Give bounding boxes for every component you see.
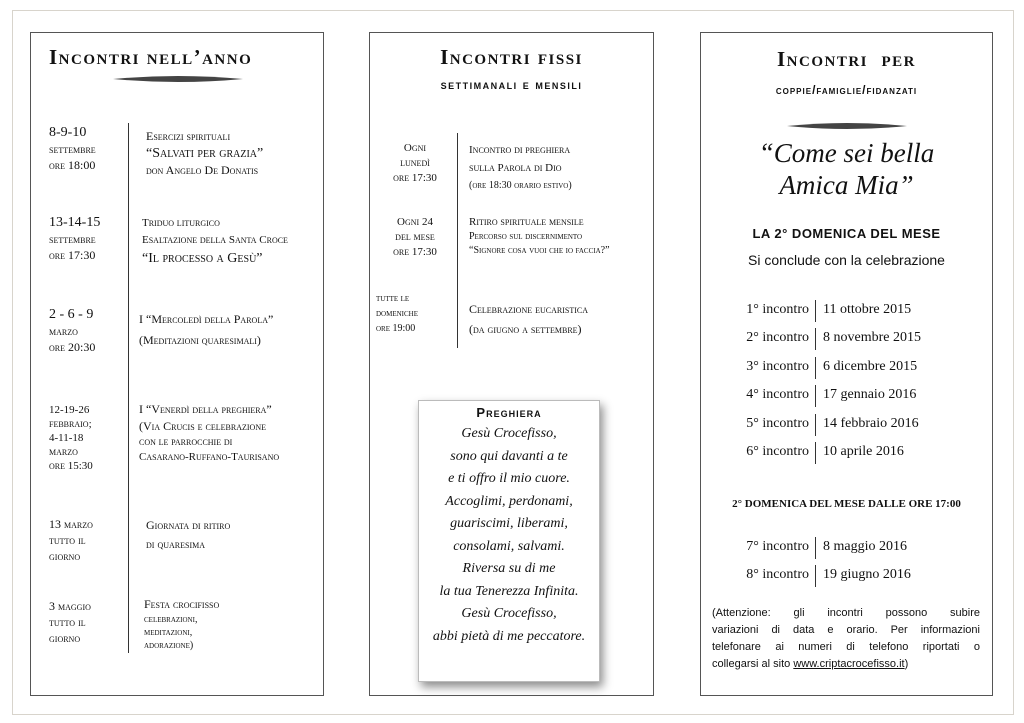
event-date: 13-14-15 settembre ore 17:30 <box>49 215 101 262</box>
middle-divider-line <box>457 133 458 348</box>
event-description: Incontro di preghiera sulla Parola di Dio (ore 18:30 orario estivo) <box>469 144 572 191</box>
event-date: 3 maggio tutto il giorno <box>49 599 91 645</box>
event-date: 8-9-10 settembre ore 18:00 <box>49 125 96 172</box>
event-description: Giornata di ritiro di quaresima <box>146 518 231 551</box>
event-description: Celebrazione eucaristica (da giugno a settembre) <box>469 302 588 336</box>
event-date: 2 - 6 - 9 marzo ore 20:30 <box>49 307 96 354</box>
event-date: 13 marzo tutto il giorno <box>49 517 93 563</box>
left-title: Incontri nell’anno <box>49 45 253 69</box>
website-link[interactable]: www.criptacrocefisso.it <box>793 658 905 670</box>
right-title: Incontri per <box>776 47 916 71</box>
ornament-divider <box>787 122 907 130</box>
event-description: Esercizi spirituali “Salvati per grazia” don Angelo De Donatis <box>146 129 264 177</box>
panel-incontri-anno <box>30 32 324 696</box>
event-date: tutte le domeniche ore 19:00 <box>376 293 418 334</box>
prayer-card <box>418 400 600 682</box>
event-date: 12-19-26 febbraio; 4-11-18 marzo ore 15:30 <box>49 404 93 472</box>
right-subtitle: coppie/famiglie/fidanzati <box>775 83 918 97</box>
quote-title: “Come sei bella Amica Mia” <box>758 138 935 200</box>
right-heading-2: 2° DOMENICA DEL MESE DALLE ORE 17:00 <box>732 498 961 510</box>
event-description: Festa crocifisso celebrazioni, meditazioni, adorazione) <box>144 597 220 651</box>
prayer-title: Preghiera <box>476 405 542 420</box>
prayer-text: Gesù Crocefisso, sono qui davanti a te e ti offro il mio cuore. Accoglimi, perdonami, guariscimi, liberami, consolami, salvami. Riversa su di me la tua Tenerezza Infinita. Gesù Crocefisso, abbi pietà di me peccatore. <box>432 426 586 644</box>
left-divider-line <box>128 123 129 653</box>
event-description: Triduo liturgico Esaltazione della Santa Croce “Il processo a Gesù” <box>142 217 288 266</box>
right-heading: LA 2° DOMENICA DEL MESE <box>752 226 941 241</box>
ornament-divider <box>113 75 243 83</box>
middle-subtitle: settimanali e mensili <box>440 77 583 92</box>
middle-title: Incontri fissi <box>440 45 583 69</box>
event-description: I “Venerdì della preghiera” (Via Crucis e celebrazione con le parrocchie di Casarano-Ruffano-Taurisano <box>139 402 280 463</box>
event-description: I “Mercoledì della Parola” (Meditazioni quaresimali) <box>139 312 274 347</box>
note-text: (Attenzione: gli incontri possono subire variazioni di data e orario. Per informazioni telefonare ai numeri di telefono riportati o collegarsi al sito www.criptacrocefisso.it) <box>712 607 980 670</box>
right-subheading: Si conclude con la celebrazione <box>748 252 945 268</box>
event-description: Ritiro spirituale mensile Percorso sul discernimento “Signore cosa vuoi che io faccia?” <box>469 216 610 256</box>
panel-incontri-coppie: Incontri per coppie/famiglie/fidanzati “Come sei bella Amica Mia” LA 2° DOMENICA DEL MESE Si conclude con la celebrazione 1° incontro 11 ottobre 2015 2° incontro 8 novembre 2015 3° incontro 6 dicembre 2015 4° incontro 17 gennaio 2016 5° incontro 14 febbraio 2016 6° incontro 10 aprile 2016 2° DOMENICA DEL MESE DALLE ORE 17:00 7° incontro 8 maggio 2016 8° incontro 19 giugno 2016 (Attenzione: gli incontri possono subire variazioni di data e orario. Per informazioni telefonare ai numeri di telefono riportati o collegarsi al sito www.criptacrocefisso.it) <box>700 32 993 696</box>
event-date: Ogni 24 del mese ore 17:30 <box>393 216 437 258</box>
event-date: Ogni lunedì ore 17:30 <box>393 142 437 184</box>
